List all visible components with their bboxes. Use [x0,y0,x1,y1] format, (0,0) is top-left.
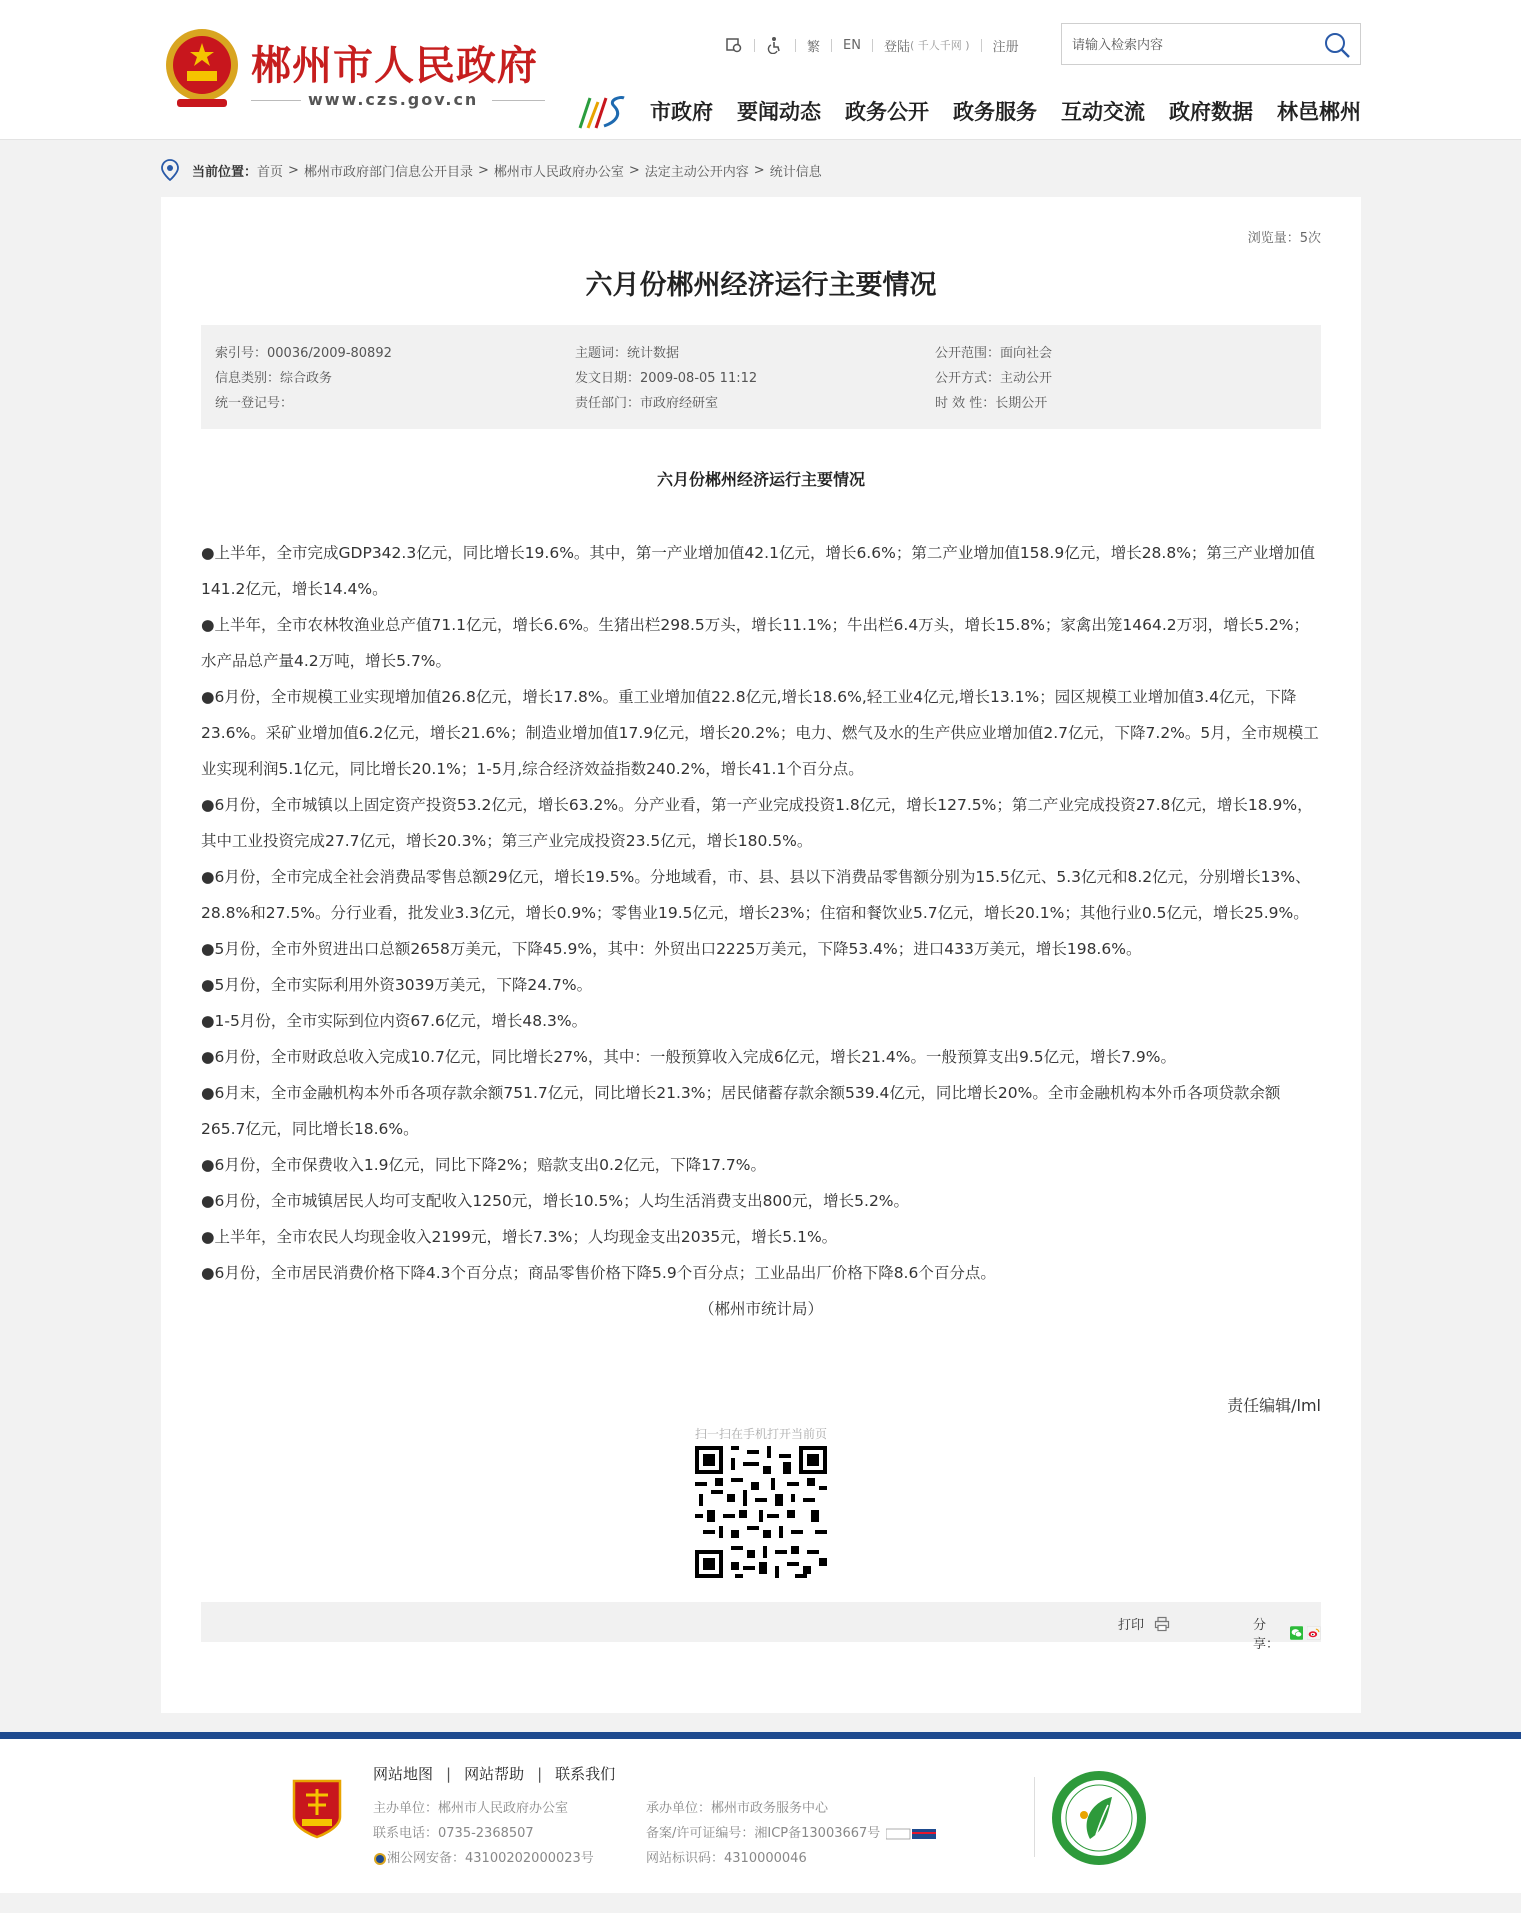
article-paragraph: ●6月末，全市金融机构本外币各项存款余额751.7亿元，同比增长21.3%；居民储蓄存款余额539.4亿元，同比增长20%。全市金融机构本外币各项贷款余额265.7亿元，同比增长18.6%。 [201,1084,1281,1138]
footer-organizer: 承办单位：郴州市政务服务中心 [646,1801,829,1816]
meta-method: 公开方式：主动公开 [935,371,1053,386]
register-link[interactable]: 注册 [992,39,1019,55]
article-paragraph: ●上半年，全市完成GDP342.3亿元，同比增长19.6%。其中，第一产业增加值42.1亿元，增长6.6%；第二产业增加值158.9亿元，增长28.8%；第三产业增加值141.2亿元，增长14.4%。 [201,544,1315,598]
footer-info-left [373,1796,594,1871]
police-badge-icon [373,1852,387,1866]
footer-bottom-strip [0,1893,1521,1913]
article-paragraph: ●1-5月份，全市实际到位内资67.6亿元，增长48.3%。 [201,1012,588,1030]
meta-row [215,366,1321,391]
article-paragraph: ●5月份，全市实际利用外资3039万美元，下降24.7%。 [201,976,593,994]
record-badge-icon [886,1828,936,1840]
article-title: 六月份郴州经济运行主要情况 [585,270,937,301]
breadcrumb [160,158,822,182]
divider [872,39,873,52]
divider [754,39,755,52]
breadcrumb-item[interactable]: 郴州市人民政府办公室 [493,164,624,180]
breadcrumb-label: 当前位置： [192,164,258,180]
article-paragraph: ●6月份，全市完成全社会消费品零售总额29亿元，增长19.5%。分地域看，市、县、县以下消费品零售额分别为15.5亿元、5.3亿元和8.2亿元，分别增长13%、28.8%和27.5%。分行业看，批发业3.3亿元，增长0.9%；零售业19.5亿元，增长23%；住宿和餐饮业5.7亿元，增长20.1%；其他行业0.5亿元，增长25.9%。 [201,868,1311,922]
footer-police[interactable]: 湘公网安备：43100202000023号 [387,1851,594,1866]
breadcrumb-item[interactable]: 统计信息 [769,164,822,180]
weibo-icon[interactable] [1307,1625,1321,1641]
share-group [1253,1614,1321,1652]
meta-publish-date: 发文日期：2009-08-05 11:12 [575,371,758,386]
divider [795,39,796,52]
article-toolbar [201,1602,1321,1652]
footer-icp-row [646,1821,936,1846]
meta-scope: 公开范围：面向社会 [935,346,1053,361]
civilized-website-badge-icon[interactable] [1050,1769,1148,1867]
view-count: 浏览量：5次 [1247,231,1321,246]
party-government-badge-icon[interactable] [290,1775,344,1839]
search-input[interactable] [1072,34,1312,56]
footer-link-help[interactable]: 网站帮助 [464,1765,525,1783]
divider [251,100,301,101]
article-paragraph: ●6月份，全市规模工业实现增加值26.8亿元，增长17.8%。重工业增加值22.8亿元,增长18.6%,轻工业4亿元,增长13.1%；园区规模工业增加值3.4亿元，下降23.6%。采矿业增加值6.2亿元，增长21.6%；制造业增加值17.9亿元，增长20.2%；电力、燃气及水的生产供应业增加值2.7亿元，下降7.2%。5月，全市规模工业实现利润5.1亿元，同比增长20.1%；1-5月,综合经济效益指数240.2%，增长41.1个百分点。 [201,688,1319,778]
meta-index-no: 索引号：00036/2009-80892 [215,346,392,361]
article-paragraph: ●6月份，全市保费收入1.9亿元，同比下降2%；赔款支出0.2亿元，下降17.7%。 [201,1156,767,1174]
footer-icp[interactable]: 备案/许可证编号：湘ICP备13003667号 [646,1826,881,1841]
article-paragraph: ●6月份，全市居民消费价格下降4.3个百分点；商品零售价格下降5.9个百分点；工业品出厂价格下降8.6个百分点。 [201,1264,996,1282]
article-body [201,535,1321,1327]
wechat-icon[interactable] [1290,1625,1304,1641]
login-link[interactable]: 登陆 [883,39,910,55]
search-box [1061,23,1361,65]
breadcrumb-item[interactable]: 法定主动公开内容 [644,164,749,180]
footer-phone: 联系电话：0735-2368507 [373,1826,534,1841]
article-subtitle: 六月份郴州经济运行主要情况 [656,470,865,489]
nav-item-government-services[interactable]: 政务服务 [953,100,1037,124]
site-footer [0,1739,1521,1893]
footer-link-contact[interactable]: 联系我们 [555,1765,616,1783]
footer-host: 主办单位：郴州市人民政府办公室 [373,1801,569,1816]
breadcrumb-item[interactable]: 首页 [257,164,284,180]
article-paragraph: ●上半年，全市农民人均现金收入2199元，增长7.3%；人均现金支出2035元，增长5.1%。 [201,1228,838,1246]
article-paragraph: ●6月份，全市城镇以上固定资产投资53.2亿元，增长63.2%。分产业看，第一产业完成投资1.8亿元，增长127.5%；第二产业完成投资27.8亿元，增长18.9%，其中工业投资完成27.7亿元，增长20.3%；第三产业完成投资23.5亿元，增长180.5%。 [201,796,1313,850]
breadcrumb-separator: > [477,162,489,178]
divider [492,100,545,101]
nav-item-linyi-chenzhou[interactable]: 林邑郴州 [1277,100,1361,124]
article-paragraph: ●上半年，全市农林牧渔业总产值71.1亿元，增长6.6%。生猪出栏298.5万头，增长11.1%；牛出栏6.4万头，增长15.8%；家禽出笼1464.2万羽，增长5.2%；水产品总产量4.2万吨，增长5.7%。 [201,616,1310,670]
site-url: www.czs.gov.cn [308,90,479,109]
qr-label: 扫一扫在手机打开当前页 [694,1427,827,1441]
meta-validity: 时 效 性：长期公开 [935,396,1048,411]
meta-row [215,341,1321,366]
article-paragraph: ●5月份，全市外贸进出口总额2658万美元，下降45.9%，其中：外贸出口2225万美元，下降53.4%；进口433万美元，增长198.6%。 [201,940,1142,958]
breadcrumb-item[interactable]: 郴州市政府部门信息公开目录 [303,164,473,180]
breadcrumb-separator: > [288,162,299,178]
top-toolbar [725,34,1019,56]
main-nav [650,96,1361,126]
accessibility-icon[interactable] [766,36,784,54]
footer-police-row [373,1846,594,1871]
site-header [0,0,1521,140]
print-button[interactable] [1118,1614,1170,1633]
meta-category: 信息类别：综合政务 [215,371,333,386]
footer-links [373,1763,615,1784]
article-source: （郴州市统计局） [698,1300,823,1318]
article-paragraph: ●6月份，全市财政总收入完成10.7亿元，同比增长27%，其中：一般预算收入完成6亿元，增长21.4%。一般预算支出9.5亿元，增长7.9%。 [201,1048,1176,1066]
footer-link-separator: | [537,1764,543,1783]
divider [831,39,832,52]
footer-accent-bar [0,1732,1521,1739]
footer-info-right [646,1796,936,1871]
meta-reg-no: 统一登记号： [215,396,294,411]
national-emblem-icon[interactable] [163,25,241,113]
search-icon[interactable] [1322,30,1352,60]
print-label: 打印 [1118,1618,1145,1633]
meta-department: 责任部门：市政府经研室 [575,396,719,411]
city-logo-icon [576,92,628,132]
elder-mode-icon[interactable] [725,36,743,54]
article-paragraph: ●6月份，全市城镇居民人均可支配收入1250元，增长10.5%；人均生活消费支出800元，增长5.2%。 [201,1192,910,1210]
nav-item-government-data[interactable]: 政府数据 [1169,100,1253,124]
printer-icon [1154,1616,1170,1632]
footer-link-sitemap[interactable]: 网站地图 [373,1765,434,1783]
breadcrumb-separator: > [628,162,640,178]
nav-item-interaction[interactable]: 互动交流 [1061,100,1145,124]
english-link[interactable]: EN [843,37,861,53]
location-pin-icon [160,159,180,181]
breadcrumb-separator: > [753,162,765,178]
footer-link-separator: | [446,1764,452,1783]
nav-item-news[interactable]: 要闻动态 [737,100,821,124]
article-card [161,197,1361,1713]
meta-subject: 主题词：统计数据 [575,346,680,361]
article-meta [201,325,1321,429]
responsible-editor: 责任编辑/lml [1227,1396,1321,1415]
nav-item-city-government[interactable]: 市政府 [650,100,713,124]
qr-code-icon [695,1446,827,1578]
login-note: ( 千人千网 ) [909,39,970,52]
divider [981,39,982,52]
divider [1034,1777,1035,1857]
meta-row [215,391,1321,416]
nav-item-government-affairs-disclosure[interactable]: 政务公开 [845,100,929,124]
site-title[interactable]: 郴州市人民政府 [251,42,538,89]
traditional-chinese-link[interactable]: 繁 [807,39,821,55]
share-label: 分享： [1253,1618,1280,1652]
footer-site-id: 网站标识码：4310000046 [646,1851,807,1866]
